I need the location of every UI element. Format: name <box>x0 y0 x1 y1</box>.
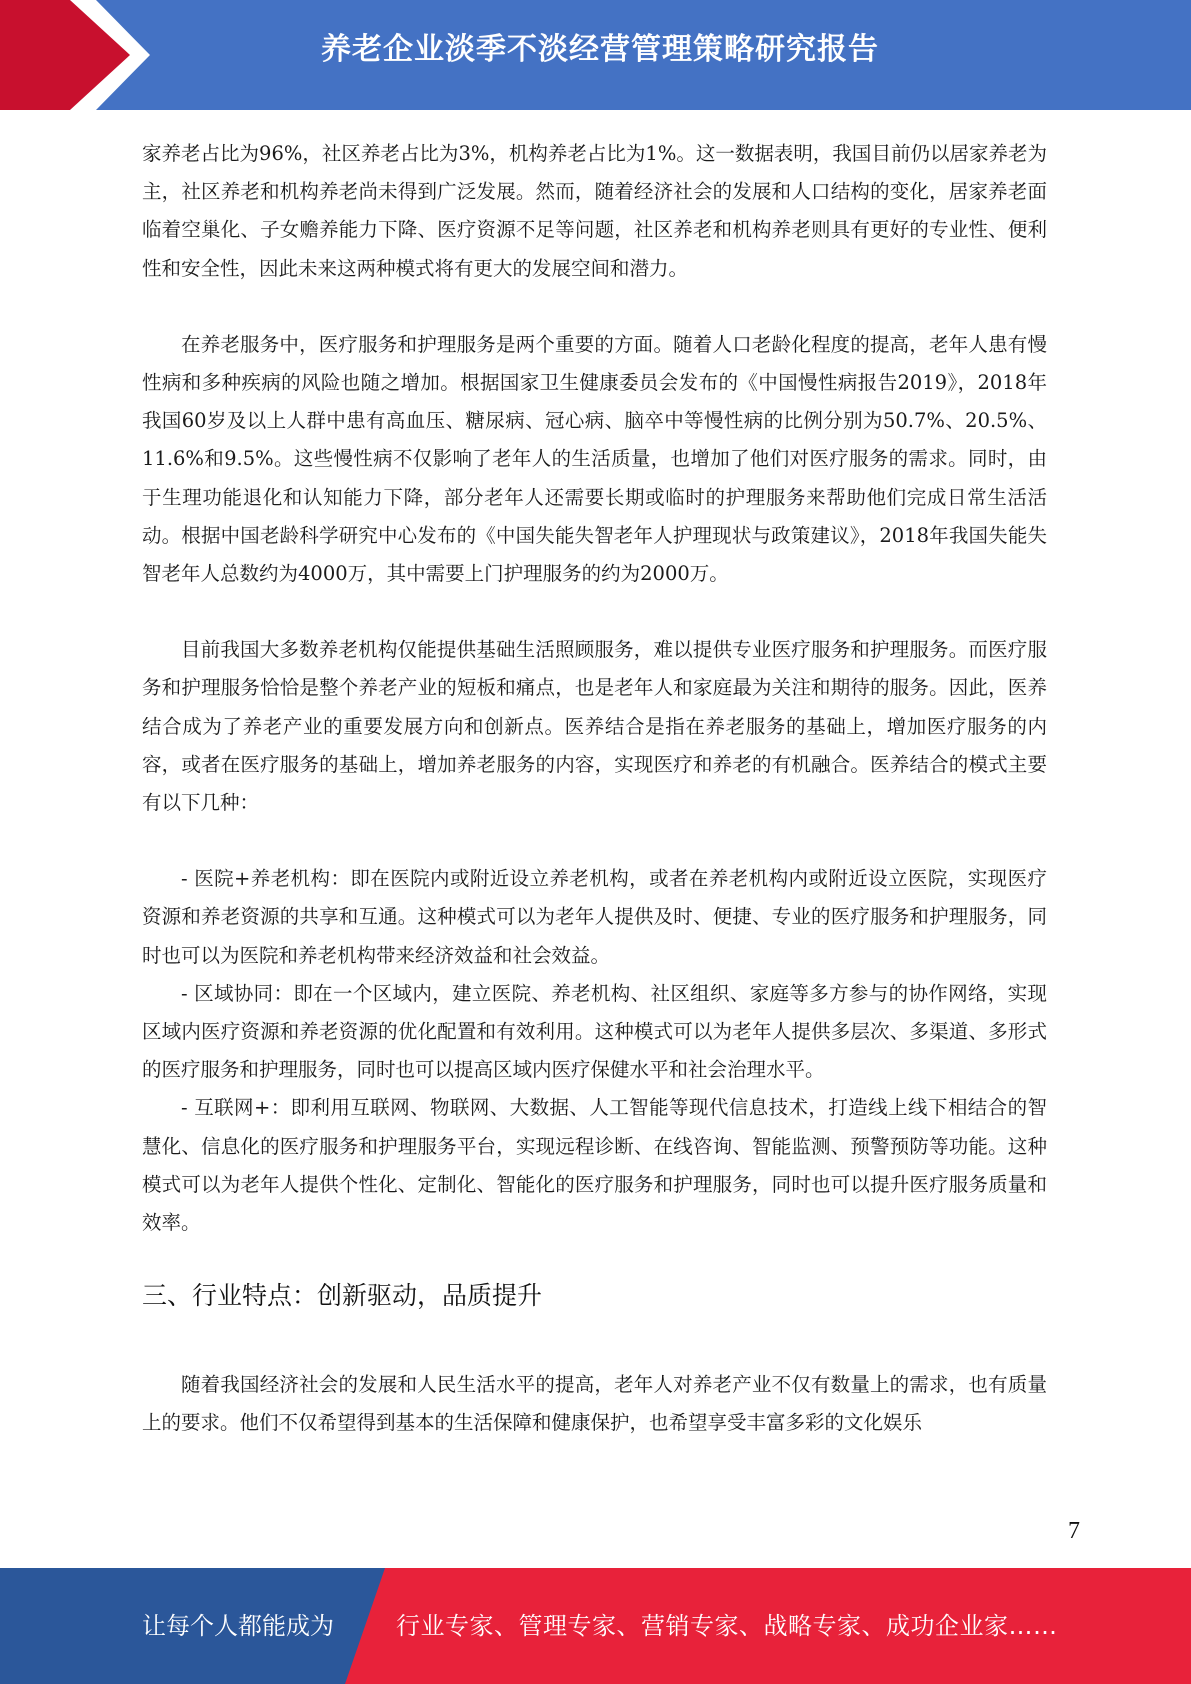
paragraph-3: 目前我国大多数养老机构仅能提供基础生活照顾服务，难以提供专业医疗服务和护理服务。而医疗服务和护理服务恰恰是整个养老产业的短板和痛点，也是老年人和家庭最为关注和期待的服务。因此，医养结合成为了养老产业的重要发展方向和创新点。医养结合是指在养老服务的基础上，增加医疗服务的内容，或者在医疗服务的基础上，增加养老服务的内容，实现医疗和养老的有机融合。医养结合的模式主要有以下几种： <box>142 638 1047 815</box>
page-number: 7 <box>1068 1518 1080 1544</box>
header-banner <box>0 0 1191 110</box>
list-item-regional-collab: - 区域协同：即在一个区域内，建立医院、养老机构、社区组织、家庭等多方参与的协作网络，实现区域内医疗资源和养老资源的优化配置和有效利用。这种模式可以为老年人提供多层次、多渠道、多形式的医疗服务和护理服务，同时也可以提高区域内医疗保健水平和社会治理水平。 <box>142 981 1047 1082</box>
list-item-internet-plus: - 互联网+：即利用互联网、物联网、大数据、人工智能等现代信息技术，打造线上线下相结合的智慧化、信息化的医疗服务和护理服务平台，实现远程诊断、在线咨询、智能监测、预警预防等功能。这种模式可以为老年人提供个性化、定制化、智能化的医疗服务和护理服务，同时也可以提升医疗服务质量和效率。 <box>142 1096 1047 1235</box>
footer-slogan-left: 让每个人都能成为 <box>142 1612 334 1640</box>
paragraph-1: 家养老占比为96%，社区养老占比为3%，机构养老占比为1%。这一数据表明，我国目前仍以居家养老为主，社区养老和机构养老尚未得到广泛发展。然而，随着经济社会的发展和人口结构的变化，居家养老面临着空巢化、子女赡养能力下降、医疗资源不足等问题，社区养老和机构养老则具有更好的专业性、便利性和安全性，因此未来这两种模式将有更大的发展空间和潜力。 <box>142 142 1047 280</box>
page-content <box>142 135 1047 1443</box>
list-item-hospital-elderly: - 医院+养老机构：即在医院内或附近设立养老机构，或者在养老机构内或附近设立医院，实现医疗资源和养老资源的共享和互通。这种模式可以为老年人提供及时、便捷、专业的医疗服务和护理服务，同时也可以为医院和养老机构带来经济效益和社会效益。 <box>142 867 1047 967</box>
footer-banner <box>0 1568 1191 1684</box>
document-title: 养老企业淡季不淡经营管理策略研究报告 <box>321 32 879 67</box>
closing-paragraph: 随着我国经济社会的发展和人民生活水平的提高，老年人对养老产业不仅有数量上的需求，也有质量上的要求。他们不仅希望得到基本的生活保障和健康保护，也希望享受丰富多彩的文化娱乐 <box>142 1373 1047 1435</box>
section-heading: 三、行业特点：创新驱动，品质提升 <box>142 1281 543 1311</box>
paragraph-2: 在养老服务中，医疗服务和护理服务是两个重要的方面。随着人口老龄化程度的提高，老年人患有慢性病和多种疾病的风险也随之增加。根据国家卫生健康委员会发布的《中国慢性病报告2019》，2018年我国60岁及以上人群中患有高血压、糖尿病、冠心病、脑卒中等慢性病的比例分别为50.7%、20.5%、11.6%和9.5%。这些慢性病不仅影响了老年人的生活质量，也增加了他们对医疗服务的需求。同时，由于生理功能退化和认知能力下降，部分老年人还需要长期或临时的护理服务来帮助他们完成日常生活活动。根据中国老龄科学研究中心发布的《中国失能失智老年人护理现状与政策建议》，2018年我国失能失智老年人总数约为4000万，其中需要上门护理服务的约为2000万。 <box>142 332 1047 586</box>
footer-slogan-right: 行业专家、管理专家、营销专家、战略专家、成功企业家…… <box>396 1612 1058 1640</box>
